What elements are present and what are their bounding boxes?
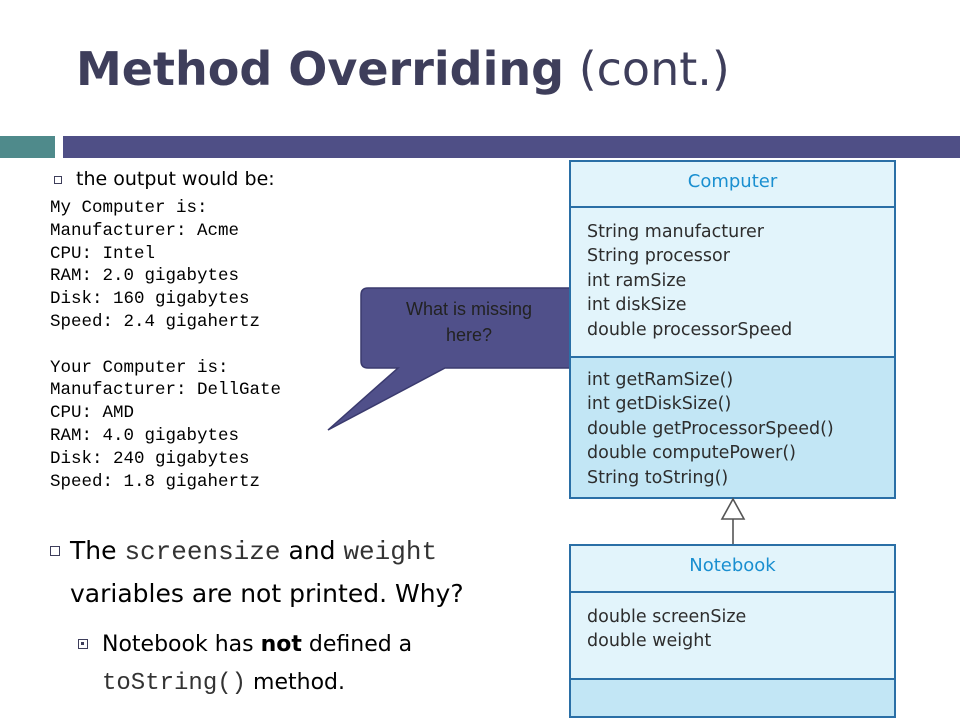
output-line: My Computer is: [50,198,208,218]
intro-text: the output would be: [76,168,275,190]
uml-attribute: int ramSize [587,270,687,291]
code-tostring: toString() [102,670,247,697]
bullet-not-printed [50,530,550,614]
output-line: RAM: 2.0 gigabytes [50,266,240,287]
uml-attribute: double screenSize [587,607,747,627]
filled-square-bullet-icon [78,639,88,649]
output-line: CPU: AMD [50,403,135,424]
output-line: CPU: Intel [50,243,156,264]
uml-method: double computePower() [587,443,796,464]
uml-attribute: double weight [587,631,712,652]
bullet1-text-1: The [70,536,117,565]
output-line: Manufacturer: DellGate [50,380,282,401]
inheritance-arrow [715,497,751,547]
title-main: Method Overriding [76,42,565,96]
bullet1-text-2: and [288,536,336,565]
callout-text [360,296,578,348]
uml-method: int getDiskSize() [587,394,732,415]
uml-attribute: int diskSize [587,295,687,316]
notebook-class-name: Notebook [689,555,776,576]
bullet-not-printed-text [70,530,550,614]
output-line: RAM: 4.0 gigabytes [50,425,240,446]
bullet1-text-3: variables are not printed. Why? [70,579,464,608]
uml-attribute: String processor [587,246,730,267]
uml-method: double getProcessorSpeed() [587,418,834,439]
computer-methods [571,356,894,497]
output-line: Disk: 240 gigabytes [50,448,250,469]
bullet-no-tostring [78,626,548,703]
computer-attributes [571,206,894,356]
uml-attribute: double processorSpeed [587,319,793,340]
bullet2-bold-not: not [260,632,302,657]
output-line: Speed: 2.4 gigahertz [50,311,261,332]
notebook-attributes [571,591,894,678]
code-screensize: screensize [124,537,281,567]
code-weight: weight [343,537,438,567]
bullet2-text-2: defined a [308,632,413,657]
uml-method: int getRamSize() [587,370,734,390]
bullet-no-tostring-text [102,626,548,703]
uml-class-computer [569,160,896,499]
output-line: Speed: 1.8 gigahertz [50,471,261,492]
callout-line-1: What is missing [405,299,533,319]
uml-class-notebook [569,544,896,718]
output-line: Disk: 160 gigabytes [50,289,250,310]
bullet2-text-3: method. [253,670,345,695]
notebook-methods [571,678,894,716]
callout-line-2: here? [445,325,493,345]
computer-class-name: Computer [687,171,778,192]
output-line: Manufacturer: Acme [50,220,240,241]
square-bullet-icon [50,546,60,556]
inheritance-arrowhead-icon [722,499,744,519]
uml-attribute: String manufacturer [587,222,764,242]
bullet2-text-1: Notebook has [102,632,254,657]
output-line: Your Computer is: [50,357,229,378]
title-suffix: (cont.) [578,42,730,96]
uml-method: String toString() [587,467,729,488]
